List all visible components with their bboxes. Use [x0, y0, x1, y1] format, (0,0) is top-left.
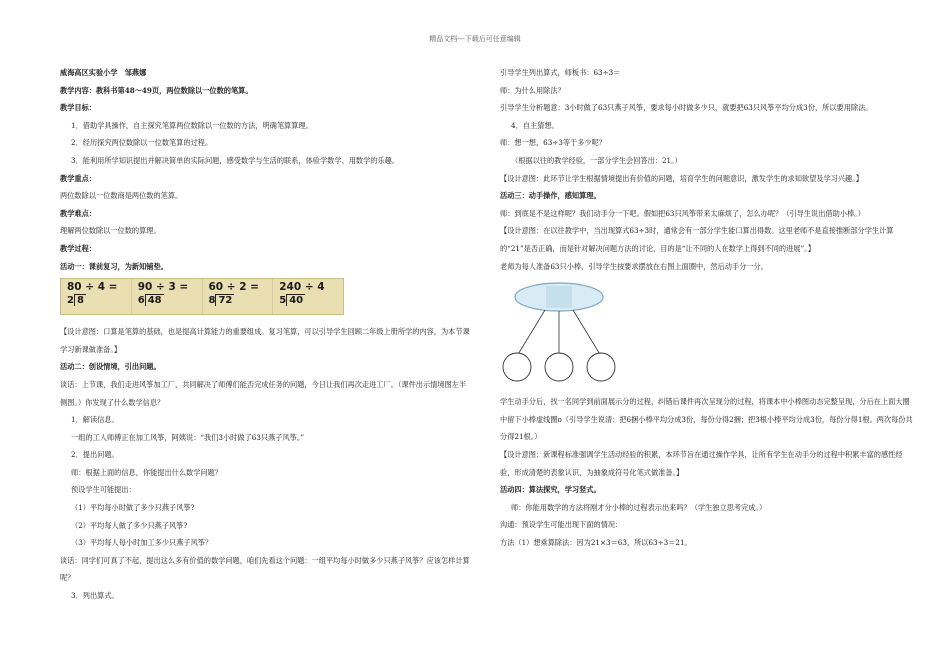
right-line: 师：你能用数学的方法将刚才分小棒的过程表示出来吗？（学生独立思考完成。）	[511, 502, 767, 512]
step-1-title: 1．解读信息。	[71, 415, 119, 425]
goals-title: 教学目标：	[60, 103, 96, 113]
review-equation: 80 ÷ 4 =	[67, 281, 118, 294]
right-line: 师：为什么用除法？	[500, 85, 565, 95]
question-item: （2）平均每人做了多少只燕子风筝?	[71, 520, 188, 530]
review-equation: 90 ÷ 3 =	[137, 281, 189, 294]
design-intent-4: 【设计意图：新课程标准强调学生活动经验的积累，本环节旨在通过操作学具，让所有学生在动手分的过程中积累丰富的感性经验，形成清楚的表象认识，为抽象成符号化笔式做准备。】	[500, 449, 903, 477]
difficulty-text: 理解两位数除以一位数的算理。	[60, 226, 161, 236]
step-2-preset: 预设学生可能提出：	[71, 485, 136, 495]
right-line: 沟通：预设学生可能出现下面的情况：	[500, 520, 623, 530]
review-cell	[203, 279, 274, 314]
activity-3-title: 活动三：动手操作，感知算理。	[500, 191, 601, 201]
talk-paragraph: 谈话：上节课，我们走进风筝加工厂，共同解决了师傅们能否完成任务的问题，今日让我们再次走进工厂。（课件出示情境图左半侧图。）你发现了什么数学信息？	[60, 379, 467, 407]
author-line: 威海高区实验小学 邹燕娜	[60, 68, 147, 77]
review-long-division: 6 48	[137, 295, 162, 307]
review-cell	[132, 279, 203, 314]
activity-2-title: 活动二：创设情境，引出问题。	[60, 362, 161, 372]
stick-division-diagram	[500, 279, 618, 385]
right-line: （根据以往的教学经验，一部分学生会回答出：21。）	[511, 155, 682, 165]
process-title: 教学过程：	[60, 243, 96, 253]
review-long-division: 2 8	[67, 295, 84, 307]
right-line: 师：想一想，63÷3等于多少呢？	[500, 138, 606, 148]
step-2-title: 2．提出问题。	[71, 450, 119, 460]
review-equation: 60 ÷ 2 =	[208, 281, 259, 294]
difficulty-title: 教学难点：	[60, 208, 96, 218]
review-exercise-image	[60, 278, 344, 315]
review-cell	[273, 279, 343, 314]
activity-4-title: 活动四：算法探究，学习竖式。	[500, 485, 601, 495]
design-intent-2: 【设计意图：此环节让学生根据情境提出有价值的问题，培育学生的问题意识，激发学生的求知欲望及学习兴趣。】	[500, 173, 863, 183]
right-paragraph: 引导学生分析题意：3小时做了63只燕子风筝，要求每小时做多少只，就要把63只风筝平均分成3份，所以要用除法。	[500, 103, 873, 113]
right-paragraph: 学生动手分后，找一名同学到前面展示分的过程，纠错后课件再次呈现分的过程，将课本中小棒图动态完整呈现，分后在上面大圈中留下小棒虚线圈o（引导学生说清：把6捆小棒平均分成3份，每份分得2捆；把3根小棒平均分成3份，每份分得1根。两次每份共分得21根。）	[500, 397, 913, 442]
question-item: （1）平均每小时做了多少只燕子风筝?	[71, 503, 195, 513]
review-long-division: 5 40	[279, 295, 304, 307]
question-item: （3）平均每人每小时加工多少只燕子风筝？	[71, 538, 213, 548]
step-3-title: 3．列出算式。	[71, 591, 119, 601]
key-title: 教学重点：	[60, 173, 96, 183]
key-text: 两位数除以一位数商是两位数的笔算。	[60, 191, 183, 201]
right-column	[500, 64, 915, 551]
activity-1-title: 活动一：课前复习，为新知铺垫。	[60, 261, 168, 271]
step-2-teacher: 师：根据上面的信息，你能提出什么数学问题？	[71, 467, 222, 477]
goal-item: 2．经历探究两位数除以一位数笔算的过程。	[71, 138, 213, 148]
goal-item: 1．借助学具操作，自主探究笔算两位数除以一位数的方法，明确笔算算理。	[71, 120, 313, 130]
step-1-text: 一组的工人师傅正在加工风筝，阿姨说：“我们3小时做了63只燕子风筝。”	[71, 432, 305, 442]
goal-item: 3．能利用所学知识提出并解决简单的实际问题，感受数学与生活的联系，体验学数学、用数学的乐趣。	[71, 155, 400, 165]
design-intent-3: 【设计意图：在以往教学中，当出现算式63÷3时，通常会有一部分学生能口算出得数。这里老师不是直接推断部分学生计算的“21”是否正确，而是针对解决问题方法的讨论，目的是“让不同的人在数学上得到不同的进展”。】	[500, 226, 894, 253]
circle-diagram-image	[500, 279, 618, 385]
review-long-division: 8 72	[208, 295, 233, 307]
review-equation: 240 ÷ 4	[279, 281, 325, 294]
page-header: 精品文档---下载后可任意编辑	[429, 35, 521, 43]
talk-paragraph-2: 谈话：同学们可真了不起，提出这么多有价值的数学问题，咱们先看这个问题：一组平均每小时做多少只燕子风筝？应该怎样计算呢？	[60, 555, 470, 583]
teaching-content: 教学内容：教科书第48～49页，两位数除以一位数的笔算。	[60, 85, 253, 95]
right-line: 引导学生列出算式，师板书：63÷3＝	[500, 68, 621, 77]
right-paragraph: 师：到底是不是这样呢？我们动手分一下吧。假如把63只风筝带来太麻烦了，怎么办呢？（引导生说出借助小棒。）	[500, 208, 865, 218]
step-4-title: 4．自主猜想。	[511, 120, 559, 130]
left-column	[60, 64, 470, 605]
right-paragraph: 老师为每人准备63只小棒，引导学生按要求摆放在右图上面圈中，然后动手分一分。	[500, 261, 768, 271]
review-cell	[61, 279, 132, 314]
design-intent-1: 【设计意图：口算是笔算的基础，也是提高计算能力的重要组成。复习笔算，可以引导学生回顾二年级上册所学的内容，为本节课学习新课做准备。】	[60, 327, 470, 354]
right-line: 方法（1）想乘算除法：因为21×3＝63，所以63÷3＝21。	[500, 537, 692, 547]
